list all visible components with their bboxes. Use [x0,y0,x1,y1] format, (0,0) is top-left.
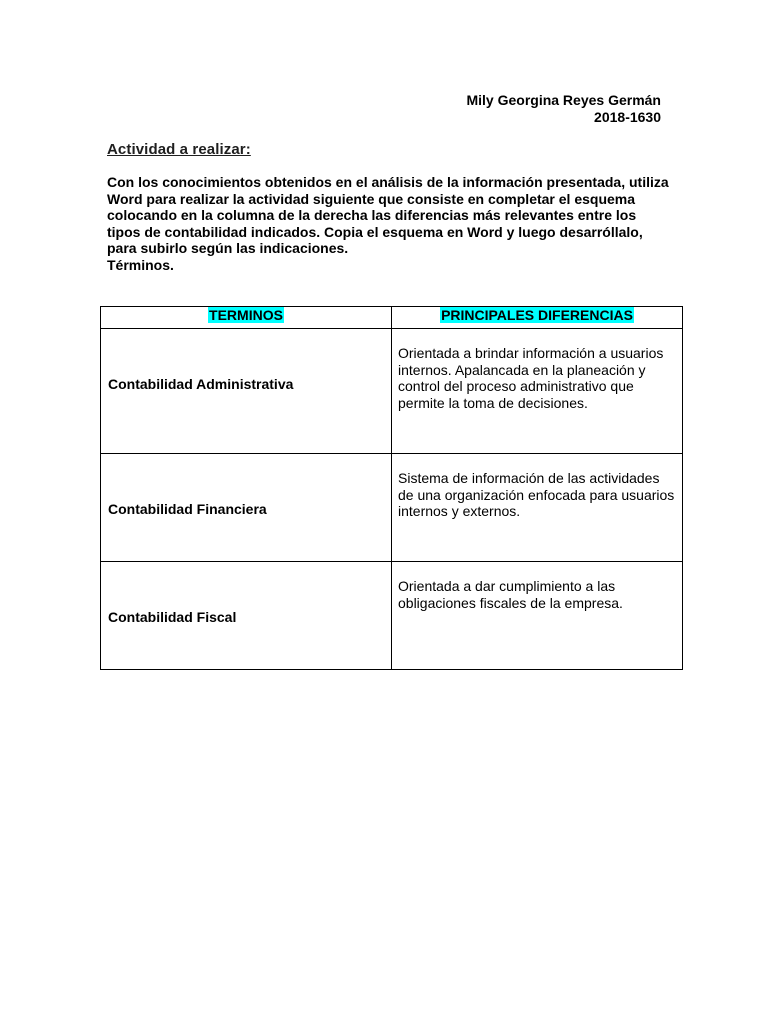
author-block [466,92,661,126]
difference-cell: Orientada a dar cumplimiento a las obligaciones fiscales de la empresa. [392,562,683,670]
header-terms: TERMINOS [101,307,392,329]
term-cell: Contabilidad Administrativa [101,329,392,454]
instructions-paragraph [107,174,677,273]
table-row [101,329,683,454]
instructions-text: Con los conocimientos obtenidos en el análisis de la información presentada, utiliza Word para realizar la actividad siguiente que consiste en completar el esquema colocando en la columna de la derecha las diferencias más relevantes entre los tipos de contabilidad indicados. Copia el esquema en Word y luego desarróllalo, para subirlo según las indicaciones. Términos. [107,174,669,273]
difference-cell: Orientada a brindar información a usuarios internos. Apalancada en la planeación y control del proceso administrativo que permite la toma de decisiones. [392,329,683,454]
table-row [101,454,683,562]
table-header-row [101,307,683,329]
term-cell: Contabilidad Fiscal [101,562,392,670]
author-name: Mily Georgina Reyes Germán [466,92,661,108]
header-differences: PRINCIPALES DIFERENCIAS [392,307,683,329]
table-row [101,562,683,670]
term-cell: Contabilidad Financiera [101,454,392,562]
activity-heading: Actividad a realizar: [107,141,251,158]
author-id: 2018-1630 [594,109,661,125]
terms-table [100,306,683,670]
difference-cell: Sistema de información de las actividades de una organización enfocada para usuarios internos y externos. [392,454,683,562]
